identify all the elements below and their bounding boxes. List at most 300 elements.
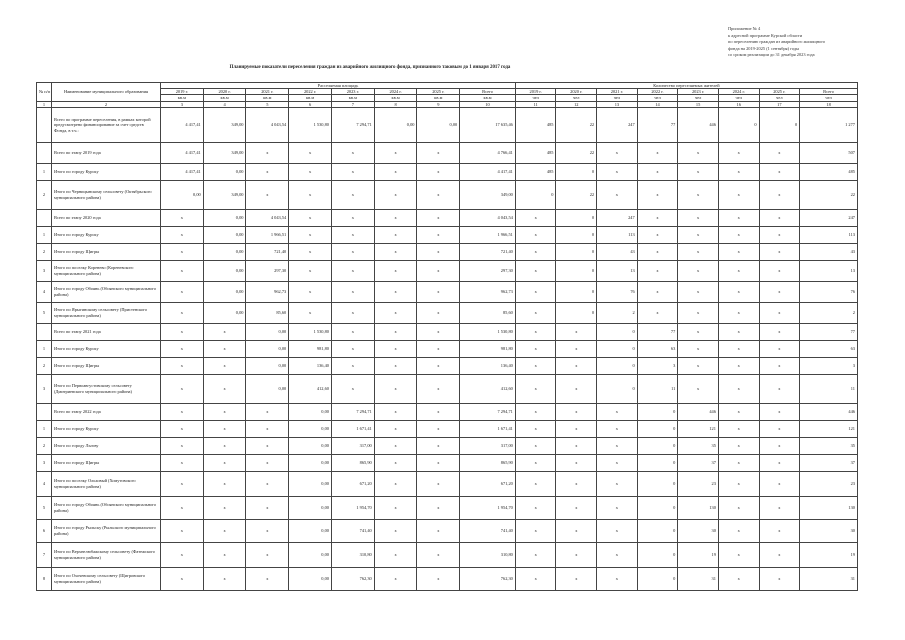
people-cell: x — [515, 209, 556, 226]
area-cell: x — [417, 471, 460, 496]
people-cell: 35 — [678, 437, 719, 454]
table-row — [37, 209, 858, 226]
people-cell: x — [515, 323, 556, 340]
row-number-cell: 5 — [37, 496, 52, 519]
row-name-cell: Итого по Черницынскому сельсовету (Октябрьского муниципального района) — [51, 180, 160, 209]
people-cell: x — [597, 180, 638, 209]
row-number-cell: 2 — [37, 357, 52, 374]
area-cell: x — [417, 496, 460, 519]
people-cell: 43 — [597, 243, 638, 260]
appendix-line: фонда на 2019-2025 (1 сентября) годы — [728, 45, 800, 51]
area-cell: x — [203, 357, 246, 374]
people-cell: x — [515, 340, 556, 357]
people-total-cell: 35 — [800, 437, 858, 454]
row-name-cell: Всего по программе переселения, в рамках которой предусмотрено финансирование за счет средств Фонда, в т.ч.: — [51, 107, 160, 142]
area-cell: x — [331, 243, 374, 260]
people-cell: x — [556, 437, 597, 454]
column-number: 7 — [331, 101, 374, 107]
row-name-cell: Итого по городу Обоянь (Обоянского муниципального района) — [51, 496, 160, 519]
area-cell: 4 043,54 — [246, 107, 289, 142]
people-cell: 76 — [597, 281, 638, 302]
area-cell: 349,00 — [203, 142, 246, 163]
people-cell: x — [637, 260, 678, 281]
unit-people: чел — [515, 95, 556, 101]
people-cell: x — [678, 374, 719, 403]
area-cell: x — [289, 180, 332, 209]
people-cell: 0 — [637, 567, 678, 590]
people-total-cell: 31 — [800, 567, 858, 590]
col-header-area-year: 2021 г. — [246, 89, 289, 95]
area-total-cell: 962,73 — [460, 281, 516, 302]
area-cell: x — [203, 323, 246, 340]
row-name-cell: Итого по Охочевскому сельсовету (Щигровского муниципального района) — [51, 567, 160, 590]
people-cell: x — [515, 437, 556, 454]
unit-area: кв.м — [203, 95, 246, 101]
area-cell: x — [417, 323, 460, 340]
unit-area: кв.м — [460, 95, 516, 101]
row-number-cell: 1 — [37, 340, 52, 357]
people-cell: 0 — [556, 226, 597, 243]
row-number-cell: 1 — [37, 163, 52, 180]
people-cell: 0 — [759, 107, 800, 142]
area-cell: x — [417, 260, 460, 281]
people-cell: x — [515, 357, 556, 374]
people-cell: x — [678, 357, 719, 374]
people-total-cell: 76 — [800, 281, 858, 302]
area-cell: 136,40 — [289, 357, 332, 374]
area-cell: x — [203, 496, 246, 519]
people-total-cell: 23 — [800, 471, 858, 496]
people-cell: 485 — [515, 107, 556, 142]
area-cell: 0,00 — [289, 437, 332, 454]
unit-area: кв.м — [289, 95, 332, 101]
area-cell: x — [246, 496, 289, 519]
table-row — [37, 519, 858, 542]
column-number: 11 — [515, 101, 556, 107]
area-cell: x — [374, 437, 417, 454]
area-cell: x — [160, 260, 203, 281]
row-number-cell: 2 — [37, 180, 52, 209]
column-number: 17 — [759, 101, 800, 107]
area-cell: x — [417, 281, 460, 302]
area-cell: 0,00 — [203, 260, 246, 281]
area-cell: 0,00 — [246, 323, 289, 340]
people-cell: x — [597, 403, 638, 420]
col-header-people-year: 2020 г. — [556, 89, 597, 95]
area-cell: x — [417, 302, 460, 323]
row-number-cell: 7 — [37, 542, 52, 567]
table-row — [37, 420, 858, 437]
area-cell: x — [374, 243, 417, 260]
table-body — [37, 107, 858, 590]
people-total-cell: 30 — [800, 519, 858, 542]
row-number-cell: 5 — [37, 302, 52, 323]
area-cell: x — [246, 403, 289, 420]
table-row — [37, 357, 858, 374]
people-cell: 446 — [678, 107, 719, 142]
area-cell: x — [289, 163, 332, 180]
people-cell: x — [556, 403, 597, 420]
people-cell: x — [515, 471, 556, 496]
area-cell: 349,00 — [203, 180, 246, 209]
row-name-cell: Итого по городу Рыльску (Рыльского муниципального района) — [51, 519, 160, 542]
people-cell: x — [515, 496, 556, 519]
area-total-cell: 865,90 — [460, 454, 516, 471]
people-total-cell: 13 — [800, 260, 858, 281]
appendix-note — [728, 26, 825, 59]
area-cell: x — [374, 302, 417, 323]
area-cell: 0,00 — [289, 454, 332, 471]
area-cell: 349,00 — [203, 107, 246, 142]
area-cell: 762,30 — [331, 567, 374, 590]
area-cell: x — [289, 142, 332, 163]
unit-people: чел — [678, 95, 719, 101]
table-row — [37, 323, 858, 340]
people-cell: x — [637, 163, 678, 180]
column-number: 10 — [460, 101, 516, 107]
area-cell: x — [160, 302, 203, 323]
area-cell: 4 417,41 — [160, 142, 203, 163]
area-total-cell: 1 671,41 — [460, 420, 516, 437]
people-cell: 19 — [678, 542, 719, 567]
people-cell: 0 — [637, 403, 678, 420]
column-number: 2 — [51, 101, 160, 107]
col-header-people-year: 2025 г. — [759, 89, 800, 95]
people-cell: 22 — [556, 107, 597, 142]
people-cell: x — [597, 471, 638, 496]
area-cell: x — [331, 323, 374, 340]
area-cell: 0,00 — [203, 243, 246, 260]
people-cell: x — [759, 323, 800, 340]
people-cell: x — [597, 542, 638, 567]
row-name-cell: Итого по городу Щигры — [51, 243, 160, 260]
area-cell: x — [203, 471, 246, 496]
unit-people: чел — [800, 95, 858, 101]
people-cell: x — [678, 163, 719, 180]
row-name-cell: Итого по городу Щигры — [51, 454, 160, 471]
col-header-people-year: 2023 г. — [678, 89, 719, 95]
area-cell: x — [417, 519, 460, 542]
row-number-cell — [37, 107, 52, 142]
appendix-line: по переселению граждан из аварийного жилищного — [728, 39, 826, 45]
area-cell: 1 966,51 — [246, 226, 289, 243]
people-cell: x — [718, 357, 759, 374]
area-cell: x — [160, 226, 203, 243]
people-total-cell: 11 — [800, 374, 858, 403]
area-cell: x — [331, 226, 374, 243]
area-cell: 0,00 — [203, 281, 246, 302]
people-cell: x — [597, 142, 638, 163]
people-cell: x — [759, 260, 800, 281]
area-cell: 1 530,80 — [289, 323, 332, 340]
people-cell: x — [759, 496, 800, 519]
area-cell: x — [417, 226, 460, 243]
row-name-cell: Всего по этапу 2019 года — [51, 142, 160, 163]
area-cell: x — [246, 180, 289, 209]
area-cell: x — [331, 357, 374, 374]
people-cell: x — [678, 323, 719, 340]
people-cell: x — [597, 567, 638, 590]
table-head — [37, 83, 858, 108]
area-cell: x — [417, 454, 460, 471]
people-cell: x — [597, 420, 638, 437]
area-cell: 0,00 — [289, 496, 332, 519]
people-cell: 0 — [556, 209, 597, 226]
area-cell: x — [160, 567, 203, 590]
people-total-cell: 113 — [800, 226, 858, 243]
area-cell: x — [203, 519, 246, 542]
area-cell: x — [289, 281, 332, 302]
area-cell: x — [246, 542, 289, 567]
people-cell: x — [515, 519, 556, 542]
row-name-cell: Итого по городу Льгову — [51, 437, 160, 454]
area-cell: x — [417, 567, 460, 590]
people-cell: x — [678, 260, 719, 281]
row-number-cell — [37, 323, 52, 340]
table-row — [37, 142, 858, 163]
people-cell: 22 — [556, 142, 597, 163]
row-name-cell: Итого по Первоавгустовскому сельсовету (Дмитриевского муниципального района) — [51, 374, 160, 403]
people-cell: x — [718, 420, 759, 437]
people-cell: x — [515, 243, 556, 260]
people-total-cell: 77 — [800, 323, 858, 340]
area-cell: x — [160, 403, 203, 420]
people-cell: x — [637, 281, 678, 302]
area-cell: x — [331, 302, 374, 323]
area-cell: x — [203, 340, 246, 357]
area-cell: x — [246, 142, 289, 163]
appendix-line: Приложение № 4 — [728, 26, 761, 31]
people-cell: x — [718, 142, 759, 163]
row-name-cell: Всего по этапу 2021 года — [51, 323, 160, 340]
table-row — [37, 302, 858, 323]
people-cell: x — [515, 403, 556, 420]
people-cell: x — [637, 209, 678, 226]
area-total-cell: 4 766,41 — [460, 142, 516, 163]
area-total-cell: 981,80 — [460, 340, 516, 357]
area-cell: x — [160, 374, 203, 403]
people-cell: 0 — [556, 302, 597, 323]
column-number: 9 — [417, 101, 460, 107]
col-header-people-year: 2024 г. — [718, 89, 759, 95]
area-cell: x — [160, 357, 203, 374]
people-cell: x — [718, 226, 759, 243]
row-number-cell: 3 — [37, 260, 52, 281]
area-cell: x — [417, 163, 460, 180]
row-number-cell — [37, 142, 52, 163]
people-cell: x — [556, 542, 597, 567]
people-cell: x — [718, 260, 759, 281]
unit-people: чел — [759, 95, 800, 101]
resettlement-table — [36, 82, 858, 591]
col-header-area-total: Всего — [460, 89, 516, 95]
area-cell: x — [331, 374, 374, 403]
people-cell: x — [556, 340, 597, 357]
area-cell: 4 043,54 — [246, 209, 289, 226]
area-cell: x — [417, 340, 460, 357]
area-cell: 0,00 — [203, 209, 246, 226]
people-cell: 77 — [637, 107, 678, 142]
people-cell: 13 — [597, 260, 638, 281]
people-cell: x — [515, 420, 556, 437]
people-cell: x — [597, 163, 638, 180]
area-cell: x — [331, 163, 374, 180]
row-number-cell: 1 — [37, 420, 52, 437]
col-header-area-year: 2024 г. — [374, 89, 417, 95]
appendix-line: со сроком реализации до 31 декабря 2023 года — [728, 52, 815, 58]
people-cell: 37 — [678, 454, 719, 471]
area-cell: x — [374, 209, 417, 226]
document-title: Планируемые показатели переселения граждан из аварийного жилищного фонда, признанного таковым до 1 января 2017 года — [229, 65, 511, 70]
appendix-line: к адресной программе Курской области — [728, 32, 803, 38]
area-cell: x — [160, 496, 203, 519]
people-cell: x — [515, 374, 556, 403]
people-cell: x — [759, 243, 800, 260]
area-cell: x — [246, 519, 289, 542]
people-cell: 0 — [597, 340, 638, 357]
people-cell: 3 — [637, 357, 678, 374]
area-cell: x — [331, 180, 374, 209]
area-cell: x — [289, 209, 332, 226]
area-cell: x — [374, 420, 417, 437]
column-number: 6 — [289, 101, 332, 107]
people-cell: x — [637, 142, 678, 163]
people-total-cell: 2 — [800, 302, 858, 323]
column-number: 12 — [556, 101, 597, 107]
people-cell: 0 — [597, 357, 638, 374]
people-cell: 485 — [515, 163, 556, 180]
unit-area: кв.м — [331, 95, 374, 101]
area-cell: x — [289, 226, 332, 243]
area-cell: x — [160, 519, 203, 542]
area-total-cell: 1 530,80 — [460, 323, 516, 340]
area-cell: 0,00 — [289, 567, 332, 590]
row-number-cell — [37, 403, 52, 420]
people-cell: 121 — [678, 420, 719, 437]
people-cell: x — [718, 471, 759, 496]
table-row — [37, 243, 858, 260]
area-cell: x — [374, 260, 417, 281]
people-cell: 0 — [597, 374, 638, 403]
table-row — [37, 496, 858, 519]
unit-people: чел — [556, 95, 597, 101]
people-total-cell: 247 — [800, 209, 858, 226]
col-header-area-year: 2025 г. — [417, 89, 460, 95]
people-cell: x — [718, 567, 759, 590]
area-cell: 7 294,71 — [331, 107, 374, 142]
group-header-area: Расселяемая площадь — [160, 83, 515, 89]
table-row — [37, 281, 858, 302]
area-cell: x — [417, 403, 460, 420]
people-cell: x — [718, 180, 759, 209]
people-cell: 22 — [556, 180, 597, 209]
people-cell: 0 — [637, 454, 678, 471]
people-cell: 0 — [556, 281, 597, 302]
area-cell: x — [160, 323, 203, 340]
area-cell: x — [203, 567, 246, 590]
area-cell: x — [374, 163, 417, 180]
people-cell: x — [718, 542, 759, 567]
people-cell: x — [678, 180, 719, 209]
people-cell: x — [759, 209, 800, 226]
people-cell: 0 — [637, 542, 678, 567]
people-cell: 113 — [597, 226, 638, 243]
area-cell: 0,00 — [246, 357, 289, 374]
table-row — [37, 542, 858, 567]
people-cell: x — [678, 243, 719, 260]
area-total-cell: 1 954,70 — [460, 496, 516, 519]
row-name-cell: Итого по поселку Коренево (Кореневского муниципального района) — [51, 260, 160, 281]
people-cell: x — [637, 243, 678, 260]
people-total-cell: 22 — [800, 180, 858, 209]
people-cell: x — [678, 209, 719, 226]
people-cell: x — [718, 340, 759, 357]
people-cell: x — [759, 281, 800, 302]
people-cell: x — [718, 163, 759, 180]
area-cell: 962,73 — [246, 281, 289, 302]
area-cell: x — [160, 471, 203, 496]
area-cell: x — [374, 471, 417, 496]
area-cell: 4 417,41 — [160, 163, 203, 180]
people-total-cell: 507 — [800, 142, 858, 163]
people-cell: 0 — [637, 420, 678, 437]
area-total-cell: 4 043,54 — [460, 209, 516, 226]
area-cell: x — [417, 542, 460, 567]
row-number-cell: 1 — [37, 226, 52, 243]
table-row — [37, 226, 858, 243]
area-cell: 0,00 — [203, 226, 246, 243]
people-cell: x — [678, 340, 719, 357]
area-total-cell: 85,60 — [460, 302, 516, 323]
people-cell: x — [718, 323, 759, 340]
area-total-cell: 762,30 — [460, 567, 516, 590]
people-cell: x — [759, 302, 800, 323]
row-name-cell: Итого по городу Курску — [51, 420, 160, 437]
unit-area: кв.м — [246, 95, 289, 101]
table-row — [37, 340, 858, 357]
area-cell: 981,80 — [289, 340, 332, 357]
area-cell: x — [374, 567, 417, 590]
row-number-cell — [37, 209, 52, 226]
row-number-cell: 4 — [37, 471, 52, 496]
area-cell: x — [374, 142, 417, 163]
area-cell: 741,40 — [331, 519, 374, 542]
area-cell: x — [246, 471, 289, 496]
area-cell: 4 417,41 — [160, 107, 203, 142]
people-cell: x — [515, 302, 556, 323]
row-name-cell: Всего по этапу 2022 года — [51, 403, 160, 420]
area-cell: x — [160, 243, 203, 260]
column-number: 3 — [160, 101, 203, 107]
people-cell: x — [637, 226, 678, 243]
area-cell: x — [374, 323, 417, 340]
area-total-cell: 671,20 — [460, 471, 516, 496]
table-row — [37, 260, 858, 281]
people-cell: x — [759, 454, 800, 471]
people-cell: x — [759, 420, 800, 437]
people-cell: x — [678, 281, 719, 302]
col-header-area-year: 2020 г. — [203, 89, 246, 95]
area-cell: x — [417, 209, 460, 226]
table-row — [37, 567, 858, 590]
area-total-cell: 1 966,51 — [460, 226, 516, 243]
row-name-cell: Итого по городу Обоянь (Обоянского муниципального района) — [51, 281, 160, 302]
people-total-cell: 63 — [800, 340, 858, 357]
area-total-cell: 136,40 — [460, 357, 516, 374]
row-number-cell: 6 — [37, 519, 52, 542]
area-cell: 0,00 — [289, 542, 332, 567]
area-cell: x — [374, 357, 417, 374]
